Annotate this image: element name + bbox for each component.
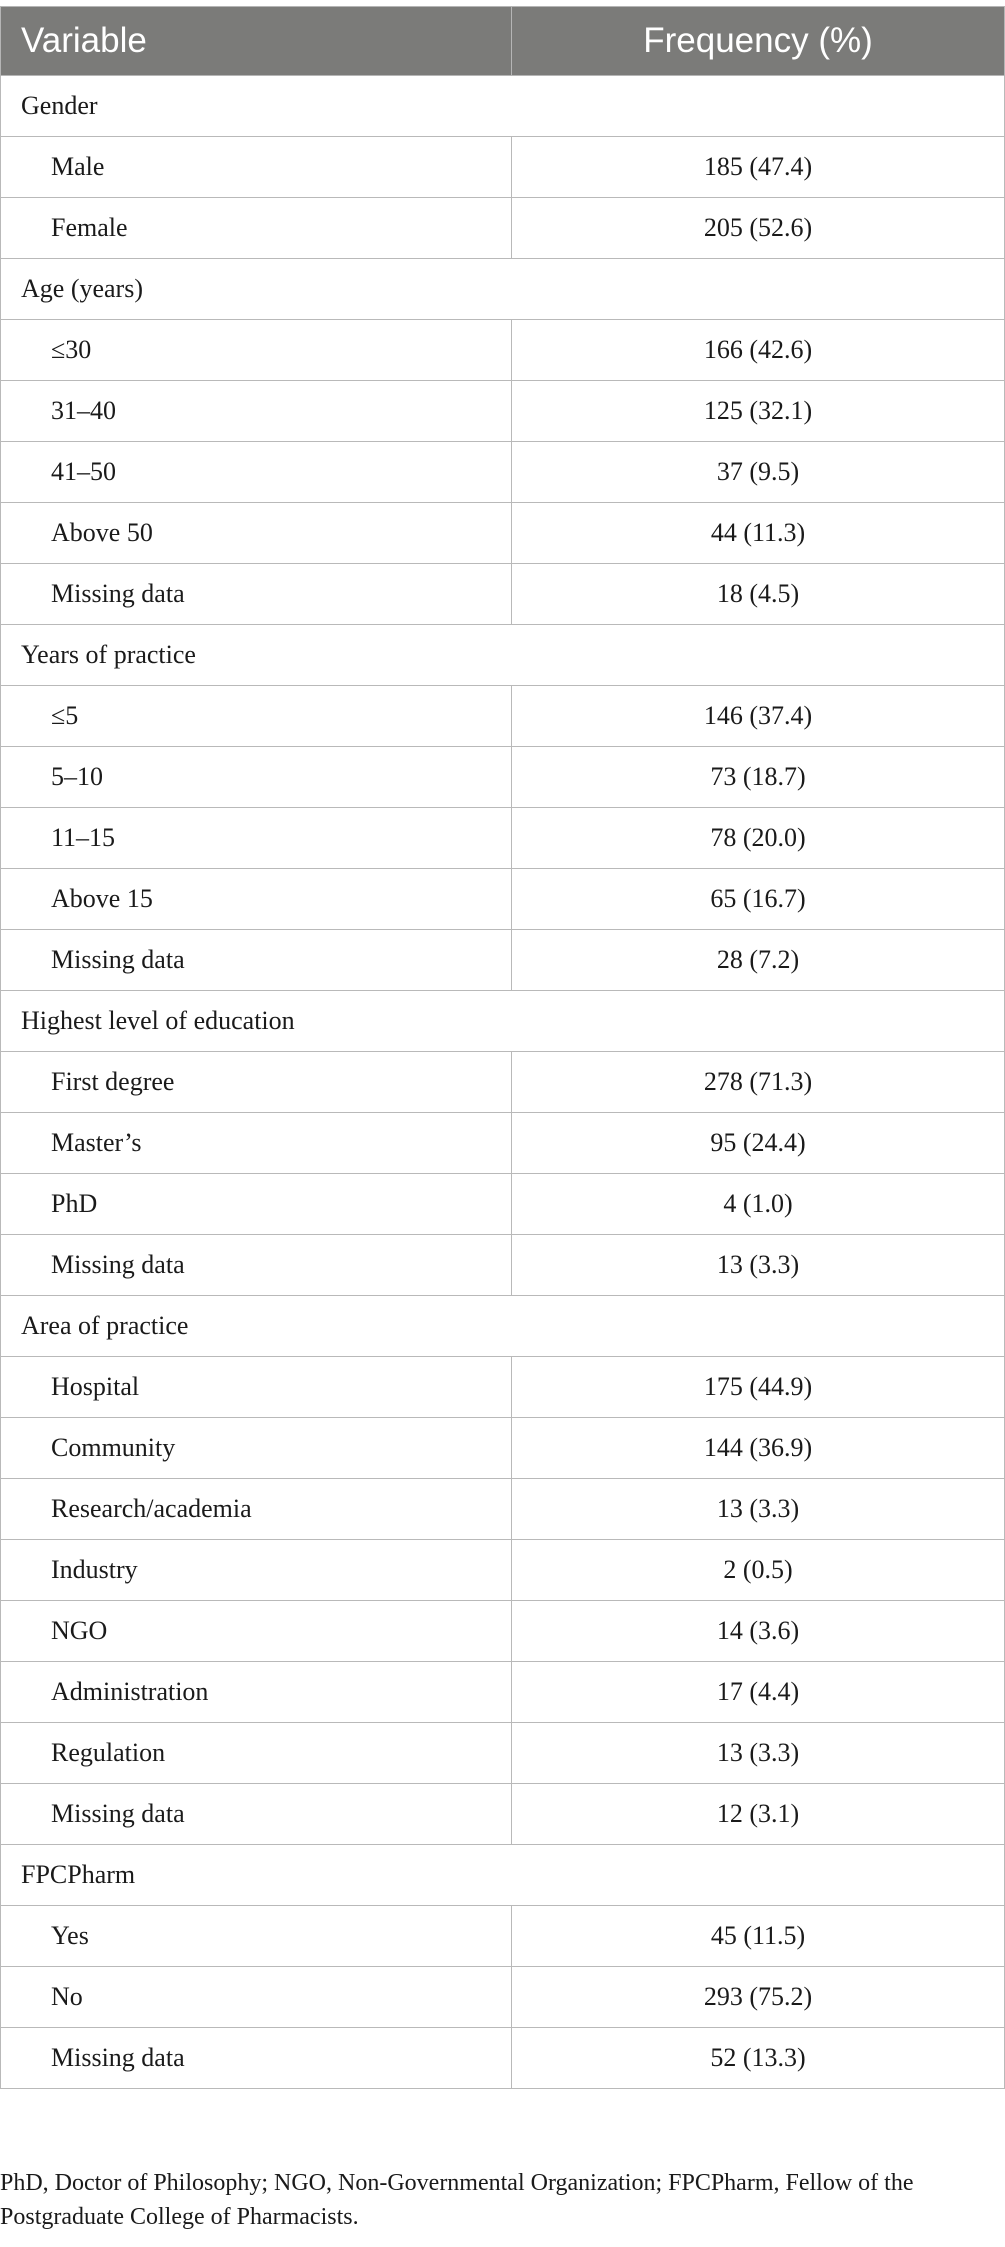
row-frequency-value: 45 (11.5) [512, 1906, 1005, 1967]
row-label: No [1, 1967, 512, 2028]
table-row [1, 503, 1005, 564]
row-label: Administration [1, 1662, 512, 1723]
row-frequency-value: 95 (24.4) [512, 1113, 1005, 1174]
table-group-row [1, 1845, 1005, 1906]
row-frequency-value: 13 (3.3) [512, 1479, 1005, 1540]
table-header [1, 7, 1005, 76]
row-frequency-value: 144 (36.9) [512, 1418, 1005, 1479]
table-row [1, 564, 1005, 625]
row-label: Missing data [1, 1235, 512, 1296]
group-label: Highest level of education [1, 991, 1005, 1052]
table-row [1, 2028, 1005, 2089]
row-frequency-value: 4 (1.0) [512, 1174, 1005, 1235]
table-group-row [1, 76, 1005, 137]
row-frequency-value: 2 (0.5) [512, 1540, 1005, 1601]
row-label: Industry [1, 1540, 512, 1601]
row-label: Regulation [1, 1723, 512, 1784]
column-header-frequency: Frequency (%) [512, 7, 1005, 76]
group-label: Area of practice [1, 1296, 1005, 1357]
table-row [1, 1479, 1005, 1540]
row-frequency-value: 28 (7.2) [512, 930, 1005, 991]
table-group-row [1, 259, 1005, 320]
row-frequency-value: 17 (4.4) [512, 1662, 1005, 1723]
table-row [1, 1357, 1005, 1418]
table-row [1, 747, 1005, 808]
row-frequency-value: 185 (47.4) [512, 137, 1005, 198]
table-row [1, 869, 1005, 930]
row-frequency-value: 78 (20.0) [512, 808, 1005, 869]
demographics-table-container [0, 6, 1004, 2089]
row-label: 41–50 [1, 442, 512, 503]
column-header-variable: Variable [1, 7, 512, 76]
table-row [1, 1784, 1005, 1845]
row-frequency-value: 14 (3.6) [512, 1601, 1005, 1662]
row-frequency-value: 73 (18.7) [512, 747, 1005, 808]
row-label: 31–40 [1, 381, 512, 442]
table-row [1, 137, 1005, 198]
table-footnote: PhD, Doctor of Philosophy; NGO, Non-Governmental Organization; FPCPharm, Fellow of the Postgraduate College of Pharmacists. [0, 2170, 914, 2230]
table-row [1, 930, 1005, 991]
row-label: Yes [1, 1906, 512, 1967]
table-group-row [1, 625, 1005, 686]
table-row [1, 1906, 1005, 1967]
table-row [1, 320, 1005, 381]
table-group-row [1, 991, 1005, 1052]
row-label: Research/academia [1, 1479, 512, 1540]
row-frequency-value: 52 (13.3) [512, 2028, 1005, 2089]
row-label: 11–15 [1, 808, 512, 869]
table-row [1, 1235, 1005, 1296]
row-label: Male [1, 137, 512, 198]
row-frequency-value: 125 (32.1) [512, 381, 1005, 442]
table-group-row [1, 1296, 1005, 1357]
row-label: Above 15 [1, 869, 512, 930]
demographics-table [0, 6, 1005, 2089]
row-frequency-value: 293 (75.2) [512, 1967, 1005, 2028]
row-frequency-value: 13 (3.3) [512, 1723, 1005, 1784]
row-label: Missing data [1, 564, 512, 625]
group-label: Years of practice [1, 625, 1005, 686]
group-label: Age (years) [1, 259, 1005, 320]
row-label: PhD [1, 1174, 512, 1235]
row-frequency-value: 166 (42.6) [512, 320, 1005, 381]
row-label: First degree [1, 1052, 512, 1113]
row-label: Hospital [1, 1357, 512, 1418]
table-row [1, 1967, 1005, 2028]
row-label: NGO [1, 1601, 512, 1662]
table-row [1, 1113, 1005, 1174]
table-body [1, 76, 1005, 2089]
table-row [1, 1662, 1005, 1723]
row-frequency-value: 13 (3.3) [512, 1235, 1005, 1296]
table-row [1, 1723, 1005, 1784]
table-row [1, 1418, 1005, 1479]
row-label: 5–10 [1, 747, 512, 808]
row-frequency-value: 278 (71.3) [512, 1052, 1005, 1113]
row-frequency-value: 175 (44.9) [512, 1357, 1005, 1418]
group-label: FPCPharm [1, 1845, 1005, 1906]
row-label: Community [1, 1418, 512, 1479]
row-frequency-value: 205 (52.6) [512, 198, 1005, 259]
row-frequency-value: 146 (37.4) [512, 686, 1005, 747]
table-row [1, 442, 1005, 503]
row-label: ≤30 [1, 320, 512, 381]
row-label: Master’s [1, 1113, 512, 1174]
table-row [1, 686, 1005, 747]
table-row [1, 1540, 1005, 1601]
table-row [1, 1052, 1005, 1113]
group-label: Gender [1, 76, 1005, 137]
row-frequency-value: 12 (3.1) [512, 1784, 1005, 1845]
table-row [1, 381, 1005, 442]
table-row [1, 198, 1005, 259]
header-row [1, 7, 1005, 76]
row-label: Missing data [1, 2028, 512, 2089]
table-row [1, 1601, 1005, 1662]
table-row [1, 808, 1005, 869]
row-label: Missing data [1, 930, 512, 991]
row-frequency-value: 18 (4.5) [512, 564, 1005, 625]
row-label: Missing data [1, 1784, 512, 1845]
row-frequency-value: 37 (9.5) [512, 442, 1005, 503]
table-row [1, 1174, 1005, 1235]
row-label: Female [1, 198, 512, 259]
row-label: ≤5 [1, 686, 512, 747]
row-frequency-value: 44 (11.3) [512, 503, 1005, 564]
row-frequency-value: 65 (16.7) [512, 869, 1005, 930]
row-label: Above 50 [1, 503, 512, 564]
